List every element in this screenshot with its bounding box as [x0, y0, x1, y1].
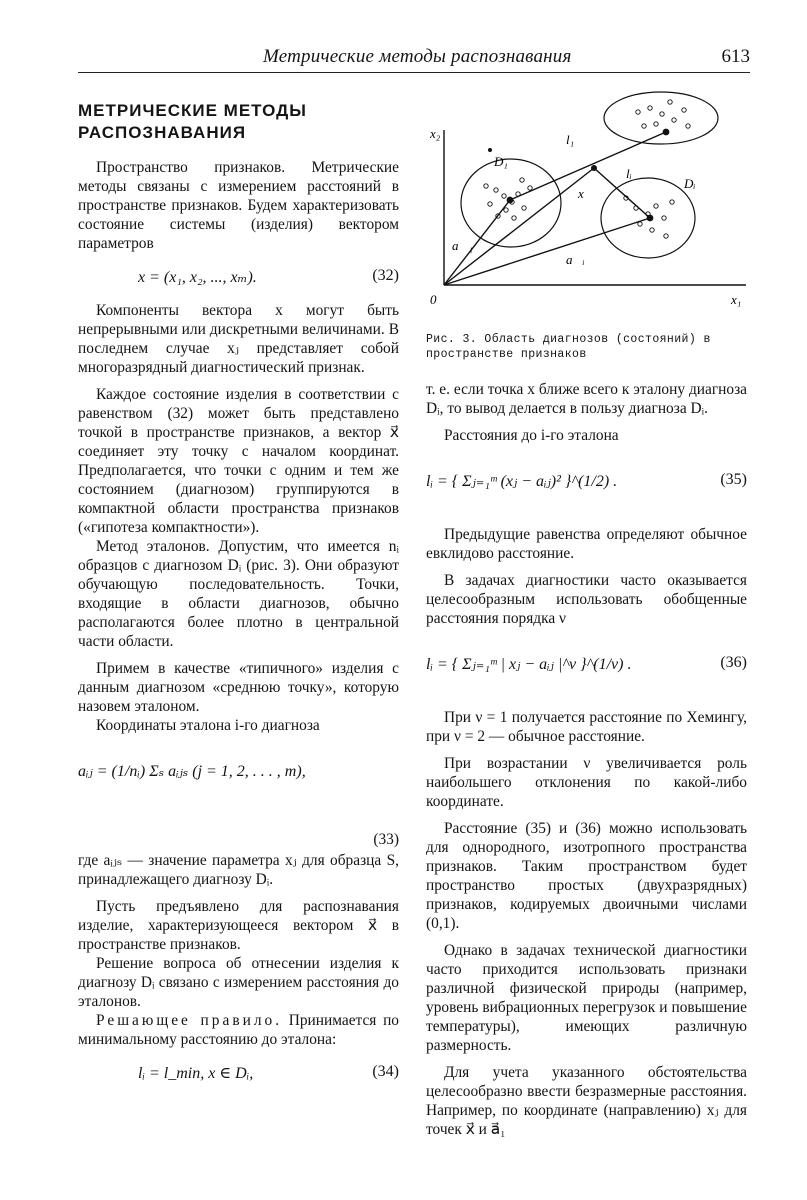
x-vector-label: x⃗: [578, 186, 594, 201]
paragraph: Каждое состояние изделия в соответствии с равенством (32) может быть представлено точкой в пространстве признаков, а вектор x⃗ соединяет эту точку с началом координат. Предполагается, что точки с одним и тем же состоянием (диагнозом) группируются в компактной области пространства признаков («гипотеза компактности»).: [78, 386, 399, 536]
equation-number: (33): [373, 831, 399, 848]
figure-caption: Рис. 3. Область диагнозов (состояний) в пространстве признаков: [426, 333, 711, 361]
cluster-top-points: [636, 100, 690, 128]
Di-label: Dᵢ: [684, 176, 696, 191]
left-column: [78, 100, 399, 1097]
equation-36: [426, 636, 747, 702]
paragraph: Предыдущие равенства определяют обычное евклидово расстояние.: [426, 526, 747, 562]
paragraph: [78, 1011, 399, 1049]
equation-expression: lᵢ = { Σⱼ₌₁ᵐ | xⱼ − aᵢⱼ |^ν }^(1/ν) .: [426, 656, 632, 673]
equation-number: (35): [720, 471, 747, 488]
paragraph: т. е. если точка x ближе всего к эталону диагноза Dᵢ, то вывод делается в пользу диагноза Dᵢ.: [426, 381, 747, 417]
equation-expression: lᵢ = { Σⱼ₌₁ᵐ (xⱼ − aᵢⱼ)² }^(1/2) .: [426, 473, 618, 490]
section-title-line-1: МЕТРИЧЕСКИЕ МЕТОДЫ: [78, 101, 307, 120]
l1-label: l₁: [566, 132, 575, 147]
page-number: 613: [721, 46, 750, 67]
D1-label: D₁: [494, 154, 508, 169]
paragraph: Примем в качестве «типичного» изделия с данным диагнозом «среднюю точку», которую назовем эталоном.: [78, 660, 399, 715]
paragraph: Для учета указанного обстоятельства целесообразно ввести безразмерные расстояния. Например, по координате (направлению) xⱼ для точек x⃗ и a⃗₁: [426, 1064, 747, 1138]
distance-li: [594, 168, 650, 218]
figure-3: [426, 90, 747, 330]
equation-32: [78, 261, 399, 295]
paragraph: Пространство признаков. Метрические методы связаны с измерением расстояний в пространстве признаков. Будем характеризовать состояние системы (изделия) вектором параметров: [78, 159, 399, 252]
feature-space-diagram: [426, 90, 756, 315]
equation-expression: aᵢⱼ = (1/nᵢ) Σₛ aᵢⱼₛ (j = 1, 2, . . . , m),: [78, 763, 306, 780]
point-extra: [488, 148, 492, 152]
equation-expression: x = (x₁, x₂, ..., xₘ).: [138, 269, 257, 286]
section-title: [78, 100, 399, 144]
equation-34: [78, 1057, 399, 1091]
x-axis-label: x₁: [731, 292, 742, 307]
paragraph: Координаты эталона i-го диагноза: [96, 717, 320, 734]
ai-label: a⃗ᵢ: [566, 252, 585, 267]
vector-x: [444, 168, 594, 285]
equation-number: (32): [372, 267, 399, 284]
cluster-top: [604, 92, 718, 144]
equation-33: [78, 743, 399, 825]
paragraph: Метод эталонов. Допустим, что имеется nᵢ образцов с диагнозом Dᵢ (рис. 3). Они образуют обучающую последовательность. Точки, входящие в области диагнозов, обычно располагаются более плотно в центральной части области.: [78, 538, 399, 650]
equation-number: (36): [720, 654, 747, 671]
decision-rule-lead: Решающее правило.: [96, 1012, 283, 1029]
li-label: lᵢ: [626, 166, 632, 181]
equation-number: (34): [372, 1063, 399, 1080]
y-axis-label: x₂: [430, 126, 441, 141]
paragraph: В задачах диагностики часто оказывается целесообразным использовать обобщенные расстояния порядка ν: [426, 572, 747, 627]
paragraph: Расстояния до i-го эталона: [444, 427, 619, 444]
paragraph: При возрастании ν увеличивается роль наибольшего отклонения по какой-либо координате.: [426, 755, 747, 810]
paragraph: Расстояние (35) и (36) можно использовать для однородного, изотропного пространства признаков. Таким пространством будет пространство простых (двухразрядных) признаков, кодируемых двоичными числами (0,1).: [426, 820, 747, 932]
decision-rule-text: Принимается по минимальному расстоянию до эталона:: [78, 1012, 399, 1048]
page-header: [78, 44, 750, 73]
paragraph: Однако в задачах технической диагностики часто приходится использовать признаки различной физической природы (например, уровень вибрационных перегрузок и повышение температуры), имеющих различную размерность.: [426, 942, 747, 1054]
paragraph: При ν = 1 получается расстояние по Хемингу, при ν = 2 — обычное расстояние.: [426, 709, 747, 745]
running-title: Метрические методы распознавания: [263, 46, 572, 67]
origin-label: 0: [430, 292, 437, 307]
a1-label: a⃗₁: [452, 238, 474, 253]
section-title-line-2: РАСПОЗНАВАНИЯ: [78, 123, 247, 142]
equation-35: [426, 453, 747, 519]
paragraph: Компоненты вектора x могут быть непрерывными или дискретными величинами. В последнем случае xⱼ представляет собой многоразрядный диагностический признак.: [78, 302, 399, 376]
paragraph: Пусть предъявлено для распознавания изделие, характеризующееся вектором x⃗ в пространстве признаков.: [78, 898, 399, 953]
right-column: [426, 98, 747, 1139]
paragraph: где aᵢⱼₛ — значение параметра xⱼ для образца S, принадлежащего диагнозу Dᵢ.: [78, 852, 399, 888]
paragraph: Решение вопроса об отнесении изделия к диагнозу Dᵢ связано с измерением расстояния до эталонов.: [78, 955, 399, 1010]
equation-expression: lᵢ = l_min, x ∈ Dᵢ,: [138, 1065, 254, 1082]
vector-ai: [444, 218, 650, 285]
